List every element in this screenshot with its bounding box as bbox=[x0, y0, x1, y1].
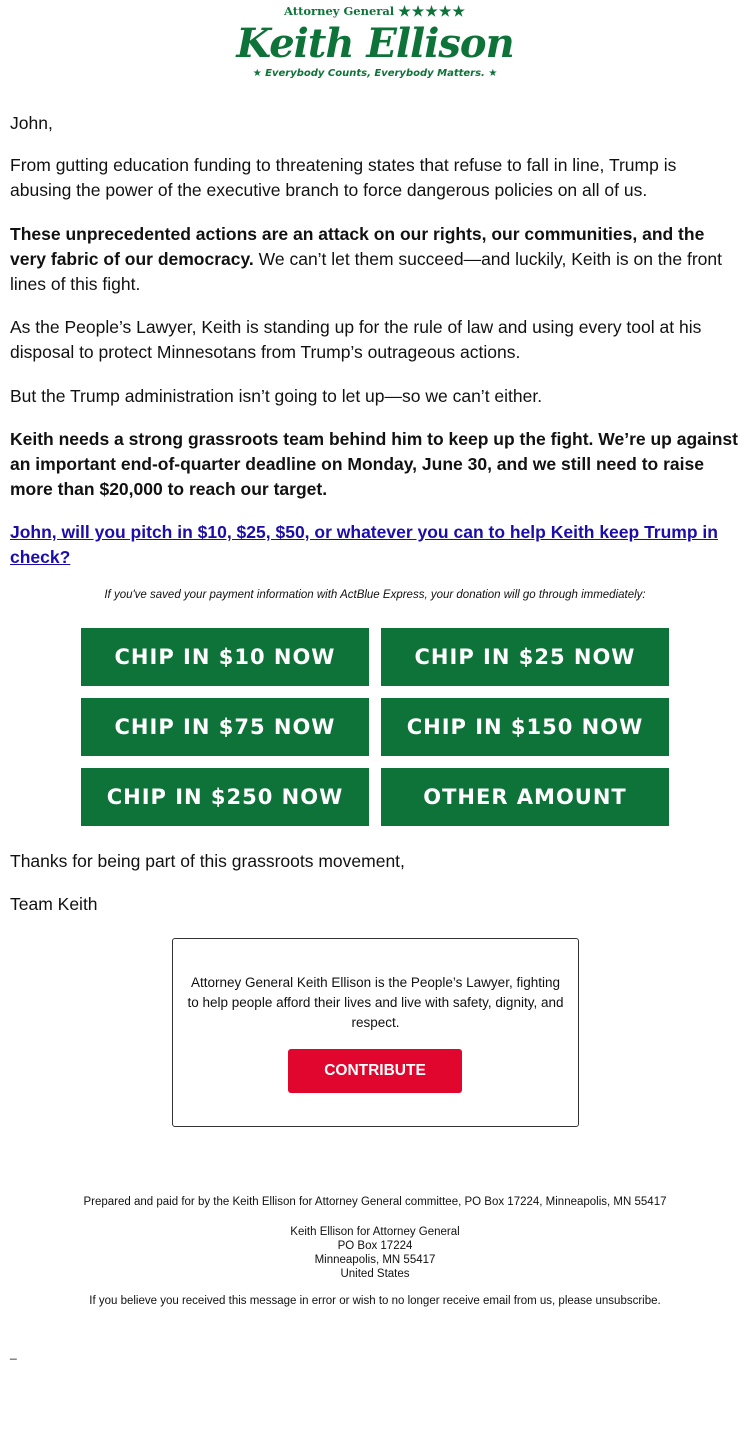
paragraph-2-rest: We can’t let them succeed—and luckily, Keith is on the front lines of this fight. bbox=[10, 249, 722, 294]
paragraph-3: As the People’s Lawyer, Keith is standing up for the rule of law and using every tool at his disposal to protect Minnesotans from Trump’s outrageous actions. bbox=[10, 317, 702, 362]
logo-stars-icon: ★★★★★ bbox=[398, 4, 466, 20]
chip-in-10-button[interactable]: CHIP IN $10 NOW bbox=[81, 628, 369, 686]
chip-in-75-button[interactable]: CHIP IN $75 NOW bbox=[81, 698, 369, 756]
donate-link[interactable]: John, will you pitch in $10, $25, $50, or whatever you can to help Keith keep Trump in check? bbox=[10, 522, 718, 567]
address-country: United States bbox=[340, 1268, 410, 1280]
contribute-card bbox=[172, 938, 579, 1127]
greeting: John, bbox=[10, 113, 53, 133]
paragraph-1: From gutting education funding to threatening states that refuse to fall in line, Trump is abusing the power of the executive branch to force dangerous policies on all of us. bbox=[10, 155, 677, 200]
signature: Team Keith bbox=[10, 894, 98, 914]
chip-in-250-button[interactable]: CHIP IN $250 NOW bbox=[81, 768, 369, 826]
actblue-express-note: If you've saved your payment information with ActBlue Express, your donation will go through immediately: bbox=[104, 589, 646, 601]
chip-in-150-button[interactable]: CHIP IN $150 NOW bbox=[381, 698, 669, 756]
card-description: Attorney General Keith Ellison is the People’s Lawyer, fighting to help people afford their lives and live with safety, dignity, and respect. bbox=[187, 975, 564, 1030]
trailing-mark: _ bbox=[10, 1346, 17, 1360]
logo-name: Keith Ellison bbox=[236, 20, 514, 67]
unsubscribe-notice[interactable]: If you believe you received this message in error or wish to no longer receive email from us, please unsubscribe. bbox=[89, 1295, 661, 1307]
paragraph-5: Keith needs a strong grassroots team behind him to keep up the fight. We’re up against an important end-of-quarter deadline on Monday, June 30, and we still need to raise more than $20,000 to reach our target. bbox=[10, 429, 738, 499]
address-po-box: PO Box 17224 bbox=[337, 1240, 413, 1252]
address-org: Keith Ellison for Attorney General bbox=[290, 1226, 460, 1238]
chip-in-25-button[interactable]: CHIP IN $25 NOW bbox=[381, 628, 669, 686]
other-amount-button[interactable]: OTHER AMOUNT bbox=[381, 768, 669, 826]
paragraph-2-bold: These unprecedented actions are an attack on our rights, our communities, and the very fabric of our democracy. bbox=[10, 224, 705, 269]
paid-for-disclaimer: Prepared and paid for by the Keith Ellison for Attorney General committee, PO Box 17224, Minneapolis, MN 55417 bbox=[83, 1196, 667, 1208]
logo-title-prefix: Attorney General bbox=[284, 4, 395, 18]
closing-line: Thanks for being part of this grassroots movement, bbox=[10, 851, 405, 871]
paragraph-2 bbox=[10, 222, 742, 297]
logo-tagline: ★ Everybody Counts, Everybody Matters. ★ bbox=[252, 68, 498, 79]
mailing-address bbox=[0, 1225, 750, 1281]
paragraph-4: But the Trump administration isn’t going to let up—so we can’t either. bbox=[10, 386, 543, 406]
address-city: Minneapolis, MN 55417 bbox=[314, 1254, 436, 1266]
campaign-logo bbox=[0, 0, 750, 92]
contribute-button[interactable]: CONTRIBUTE bbox=[288, 1049, 462, 1093]
